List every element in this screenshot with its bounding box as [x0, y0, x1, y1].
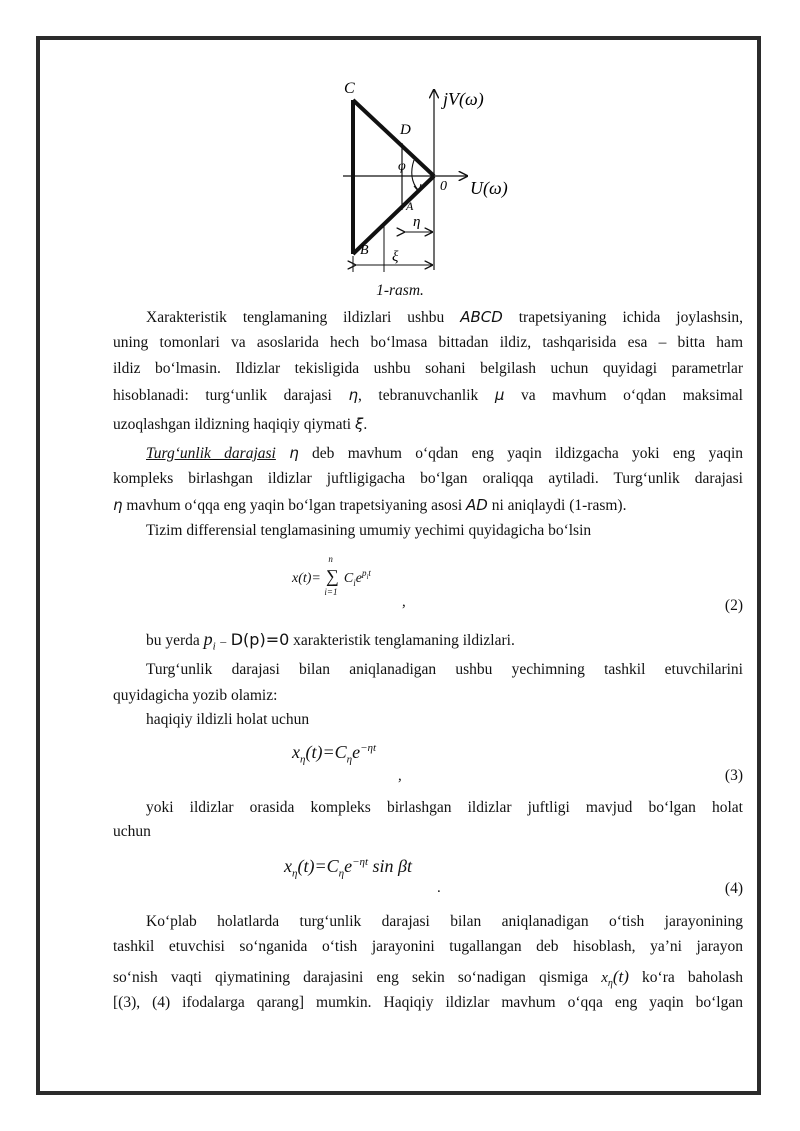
- eq4-c-sub: η: [338, 867, 345, 880]
- p7-line-2: uchun: [113, 823, 151, 840]
- eq3-x-sub: η: [300, 753, 306, 766]
- label-c: C: [344, 80, 355, 97]
- text: bu yerda: [146, 632, 200, 649]
- p1-line-3: ildiz bo‘lmasin. Ildizlar tekisligida ushbu sohani belgilash uchun quyidagi parametrlar: [113, 360, 743, 377]
- label-d: D: [400, 122, 411, 138]
- eq4-x-sub: η: [292, 867, 298, 880]
- eq3-x: x: [292, 742, 300, 762]
- text: , tebranuvchanlik: [357, 387, 479, 404]
- eq4-arg: (t)=C: [297, 856, 339, 876]
- eq4-dot: .: [437, 880, 441, 896]
- math-xi: ξ: [354, 415, 364, 433]
- text: va mavhum o‘qdan maksimal: [521, 387, 743, 404]
- p2-line-1: [146, 443, 743, 464]
- eq4-e: e: [344, 856, 353, 876]
- p8-line-4: [(3), (4) ifodalarga qarang] mumkin. Haqiqiy ildizlar mavhum o‘qqa eng yaqin bo‘lgan: [113, 994, 743, 1011]
- p1-line-2: uning tomonlari va asoslarida hech bo‘lmasa bittadan ildiz, tashqarisida esa – bitta ham: [113, 334, 743, 351]
- eq2-exp-sub: i: [366, 573, 369, 582]
- eq2-comma: ,: [402, 594, 406, 610]
- p4-line: [146, 629, 743, 657]
- text: ni aniqlaydi (1-rasm).: [491, 497, 627, 514]
- eq3-c-sub: η: [346, 753, 353, 766]
- p: p: [203, 629, 213, 649]
- eq2-sum-bottom: i=1: [324, 587, 338, 597]
- eq2-e: e: [355, 571, 362, 586]
- p-sub: i: [212, 640, 216, 653]
- eq-roots: [203, 629, 290, 653]
- text: xarakteristik tenglamaning ildizlari.: [293, 632, 515, 649]
- text: uzoqlashgan ildizning haqiqiy qiymati: [113, 416, 352, 433]
- label-zero: 0: [440, 179, 447, 194]
- p1-line-1: [146, 307, 743, 328]
- p1-line-5: [113, 414, 743, 435]
- label-xi: ξ: [392, 249, 399, 265]
- text: Xarakteristik tenglamaning ildizlari ushbu: [146, 309, 445, 326]
- rhs: D(p)=0: [230, 630, 290, 649]
- p7-line-1: yoki ildizlar orasida kompleks birlashgan ildizlar juftligi mavjud bo‘lgan holat: [146, 799, 743, 816]
- math-eta: η: [348, 386, 358, 404]
- eq2-number: (2): [724, 597, 743, 614]
- equation-2: [292, 554, 371, 597]
- dash: –: [220, 634, 227, 648]
- equation-4: [284, 856, 412, 880]
- p3-line: Tizim differensial tenglamasining umumiy yechimi quyidagicha bo‘lsin: [146, 522, 592, 539]
- eq4-tail: sin βt: [372, 856, 413, 876]
- text: deb mavhum o‘qdan eng yaqin ildizgacha yoki eng yaqin: [312, 445, 744, 462]
- p6-line: haqiqiy ildizli holat uchun: [146, 711, 310, 728]
- label-y-axis: jV(ω): [443, 89, 484, 109]
- eq2-exp: p: [361, 568, 367, 579]
- eq2-c-sub: i: [353, 577, 356, 588]
- eq3-number: (3): [724, 767, 743, 784]
- eq3-comma: ,: [398, 768, 402, 784]
- phi-arc: [412, 160, 418, 190]
- eq2-lhs: x(t)=: [292, 571, 321, 586]
- label-a: A: [406, 199, 414, 213]
- eq2-c: C: [343, 571, 354, 586]
- text: hisoblanadi: turg‘unlik darajasi: [113, 387, 332, 404]
- p8-line-2: tashkil etuvchisi so‘nganida o‘tish jarayonini tugallangan deb hisoblash, ya’ni jarayon: [113, 938, 743, 955]
- eq4-x: x: [284, 856, 292, 876]
- label-b: B: [360, 243, 369, 258]
- p1-line-4: [113, 385, 743, 406]
- p5-line-1: Turg‘unlik darajasi bilan aniqlanadigan ushbu yechimning tashkil etuvchilarini: [146, 661, 743, 678]
- figure-root-locus-trapezoid: [0, 0, 800, 290]
- math-mu: μ: [494, 386, 505, 404]
- text: so‘nish vaqti qiymatining darajasini eng sekin so‘nadigan qismiga: [113, 969, 589, 986]
- math-eta: η: [113, 496, 123, 514]
- p8-line-3: [113, 967, 743, 994]
- trapezoid-upper-edge: [353, 100, 434, 176]
- x-arg: (t): [612, 967, 629, 986]
- label-phi: φ: [398, 159, 406, 174]
- eq4-exp: −ηt: [352, 856, 369, 868]
- eq3-e: e: [352, 742, 361, 762]
- text: mavhum o‘qqa eng yaqin bo‘lgan trapetsiyaning asosi: [126, 497, 463, 514]
- eq2-exp-t: t: [368, 568, 371, 579]
- x: x: [601, 970, 608, 986]
- eq3-exp: −ηt: [360, 742, 377, 754]
- math-eta: η: [289, 444, 299, 462]
- math-ad: AD: [466, 496, 488, 514]
- text: trapetsiyaning ichida joylashsin,: [518, 309, 744, 326]
- eq2-sum-sign: ∑: [325, 566, 339, 586]
- label-x-axis: U(ω): [470, 178, 508, 198]
- inline-x-eta: [601, 967, 629, 989]
- term-stability-degree: Turg‘unlik darajasi: [146, 445, 276, 462]
- math-abcd: ABCD: [460, 308, 503, 326]
- x-sub: η: [607, 978, 613, 989]
- label-eta: η: [413, 214, 421, 230]
- eq3-arg: (t)=C: [305, 742, 347, 762]
- eq2-sum-top: n: [328, 554, 333, 564]
- equation-3: [292, 742, 376, 766]
- p8-line-1: Ko‘plab holatlarda turg‘unlik darajasi bilan aniqlanadigan o‘tish jarayonining: [146, 913, 743, 930]
- p2-line-2: kompleks birlashgan ildizlar juftligigacha bo‘lgan oraliqqa aytiladi. Turg‘unlik darajasi: [113, 470, 743, 487]
- p5-line-2: quyidagicha yozib olamiz:: [113, 687, 278, 704]
- eq4-number: (4): [724, 880, 743, 897]
- p2-line-3: [113, 495, 743, 516]
- text: ko‘ra baholash: [642, 969, 743, 986]
- figure-caption: 1-rasm.: [376, 282, 424, 299]
- text: .: [363, 416, 368, 433]
